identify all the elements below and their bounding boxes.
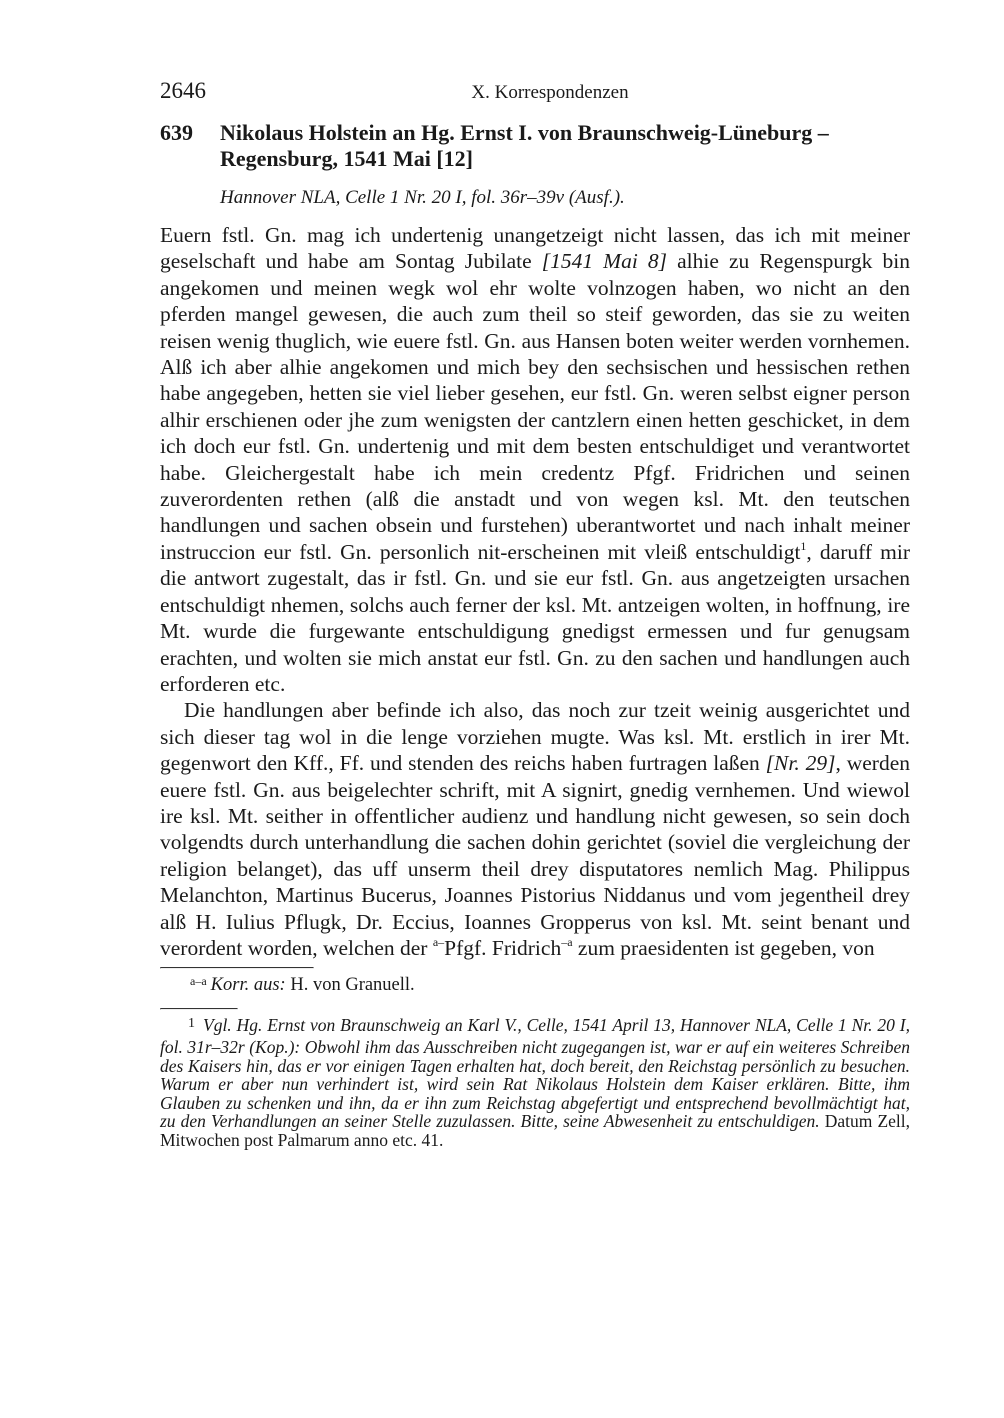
editorial-reference[interactable]: [Nr. 29] bbox=[765, 751, 836, 776]
page-number: 2646 bbox=[160, 78, 206, 103]
textnote-marker: a–a bbox=[190, 974, 207, 989]
footnote-quote: Datum Zell, Mitwochen post Palmarum anno etc. 41. bbox=[160, 1111, 911, 1150]
document-number: 639 bbox=[160, 120, 193, 145]
document-title: Nikolaus Holstein an Hg. Ernst I. von Braunschweig-Lüneburg – Regensburg, 1541 Mai [12] bbox=[220, 120, 829, 171]
text-run: alhie zu Regenspurgk bin angekomen und meinen wegk wol ehr wolte volnzogen haben, wo nicht an den pferden mangel gewesen, die auch zum theil so steif geworden, das sie zu weiten reisen wenig thuglich, wie euere fstl. Gn. aus Hansen boten weiter werden vornhemen. Alß ich aber alhie angekomen und mich bey den sechsischen und hessischen rethen habe angegeben, hetten sie viel lieber gesehen, eur fstl. Gn. weren selbst eigner person alhir erschienen oder jhe zum wenigsten der cantzlern einen hetten geschicket, in dem ich doch eur fstl. Gn. undertenig und mit dem besten entschuldiget und verantwortet habe. Gleichergestalt habe ich mein credentz Pfgf. Fridrichen und seinen zuverordenten rethen (alß die anstadt und von wegen ksl. Mt. den teutschen handlungen und sachen obsein und furstehen) uberantwortet und nach inhalt meiner instruccion eur fstl. Gn. personlich nit-erscheinen mit vleiß entschuldigt bbox=[160, 249, 910, 564]
page-header bbox=[160, 78, 910, 108]
page bbox=[160, 78, 910, 1150]
footnote-divider bbox=[160, 1008, 238, 1010]
text-run: Pfgf. Fridrich bbox=[444, 935, 562, 960]
footnote-marker: 1 bbox=[188, 1016, 195, 1032]
footnote-1 bbox=[160, 1016, 910, 1149]
text-run: zum praesidenten ist gegeben, von bbox=[572, 935, 875, 960]
textnote-divider bbox=[160, 967, 314, 969]
document-body bbox=[160, 222, 910, 961]
text-run: , daruff mir die antwort zugestalt, das ir fstl. Gn. und sie eur fstl. Gn. aus angetzeigten ursachen entschuldigt nhemen, solchs auch ferner der ksl. Mt. antzeigen wolten, in hoffnung, ire Mt. wurde die furgewante entschuldigung gnedigst ermessen und fur genugsam erachten, und wolten sie mich anstat eur fstl. Gn. zu den sachen und handlungen auch erforderen etc. bbox=[160, 539, 910, 696]
textnote-marker-close[interactable]: –a bbox=[561, 934, 573, 949]
text-run: , werden euere fstl. Gn. aus beigelechter schrift, mit A signirt, gnedig vernhemen. Und wiewol ire ksl. Mt. seither in offentlicher audienz und handlung nicht gewesen, so sein doch volgendts durch unterhandlung die sachen dohin gerichtet (soviel die vergleichung der religion belanget), das uff unserm theil drey disputatores nemlich Mag. Philippus Melanchton, Martinus Bucerus, Joannes Pistorius Niddanus und vom jegentheil drey alß H. Iulius Pflugk, Dr. Eccius, Ioannes Gropperus von ksl. Mt. seint benant und verordent worden, welchen der bbox=[160, 751, 911, 960]
paragraph-2 bbox=[160, 697, 910, 961]
archival-source: Hannover NLA, Celle 1 Nr. 20 I, fol. 36r–39v (Ausf.). bbox=[220, 187, 625, 208]
textnote-marker-open[interactable]: a– bbox=[432, 934, 445, 949]
textnote-text: H. von Granuell. bbox=[285, 975, 415, 996]
text-critical-note bbox=[160, 973, 910, 998]
paragraph-1 bbox=[160, 222, 910, 697]
footnote-text: Vgl. Hg. Ernst von Braunschweig an Karl V., Celle, 1541 April 13, Hannover NLA, Celle 1 Nr. 20 I, fol. 31r–32r (Kop.): Obwohl ihm das Ausschreiben nicht zugegangen ist, war er auf ein weiteres Schreiben des Kaisers hin, das er vor einigen Tagen erhalten hat, doch bereit, den Reichstag persönlich zu besuchen. Warum er aber nun verhindert ist, wird sein Rat Nikolaus Holstein dem Kaiser erklären. Bitte, ihm Glauben zu schenken und ihn, da er ihn zum Reichstag abgefertigt und entsprechend bevollmächtigt hat, zu den Verhandlungen an seiner Stelle zuzulassen. Bitte, seine Abwesenheit zu entschuldigen. bbox=[160, 1015, 910, 1132]
editorial-date: [1541 Mai 8] bbox=[541, 249, 668, 274]
textnote-label: Korr. aus: bbox=[210, 975, 286, 996]
running-head: X. Korrespondenzen bbox=[471, 82, 629, 103]
footnote-reference[interactable]: 1 bbox=[800, 538, 807, 553]
text-run: Die handlungen aber befinde ich also, das noch zur tzeit weinig ausgerichtet und sich dieser tag wol in die lenge vorziehen mugte. Was ksl. Mt. erstlich in irer Mt. gegenwort den Kff., Ff. und stenden des reichs haben furtragen laßen bbox=[160, 698, 910, 776]
text-run: Euern fstl. Gn. mag ich undertenig unangetzeigt nicht lassen, das ich mit meiner geselschaft und habe am Sontag Jubilate bbox=[160, 223, 910, 274]
document-heading bbox=[160, 120, 910, 172]
